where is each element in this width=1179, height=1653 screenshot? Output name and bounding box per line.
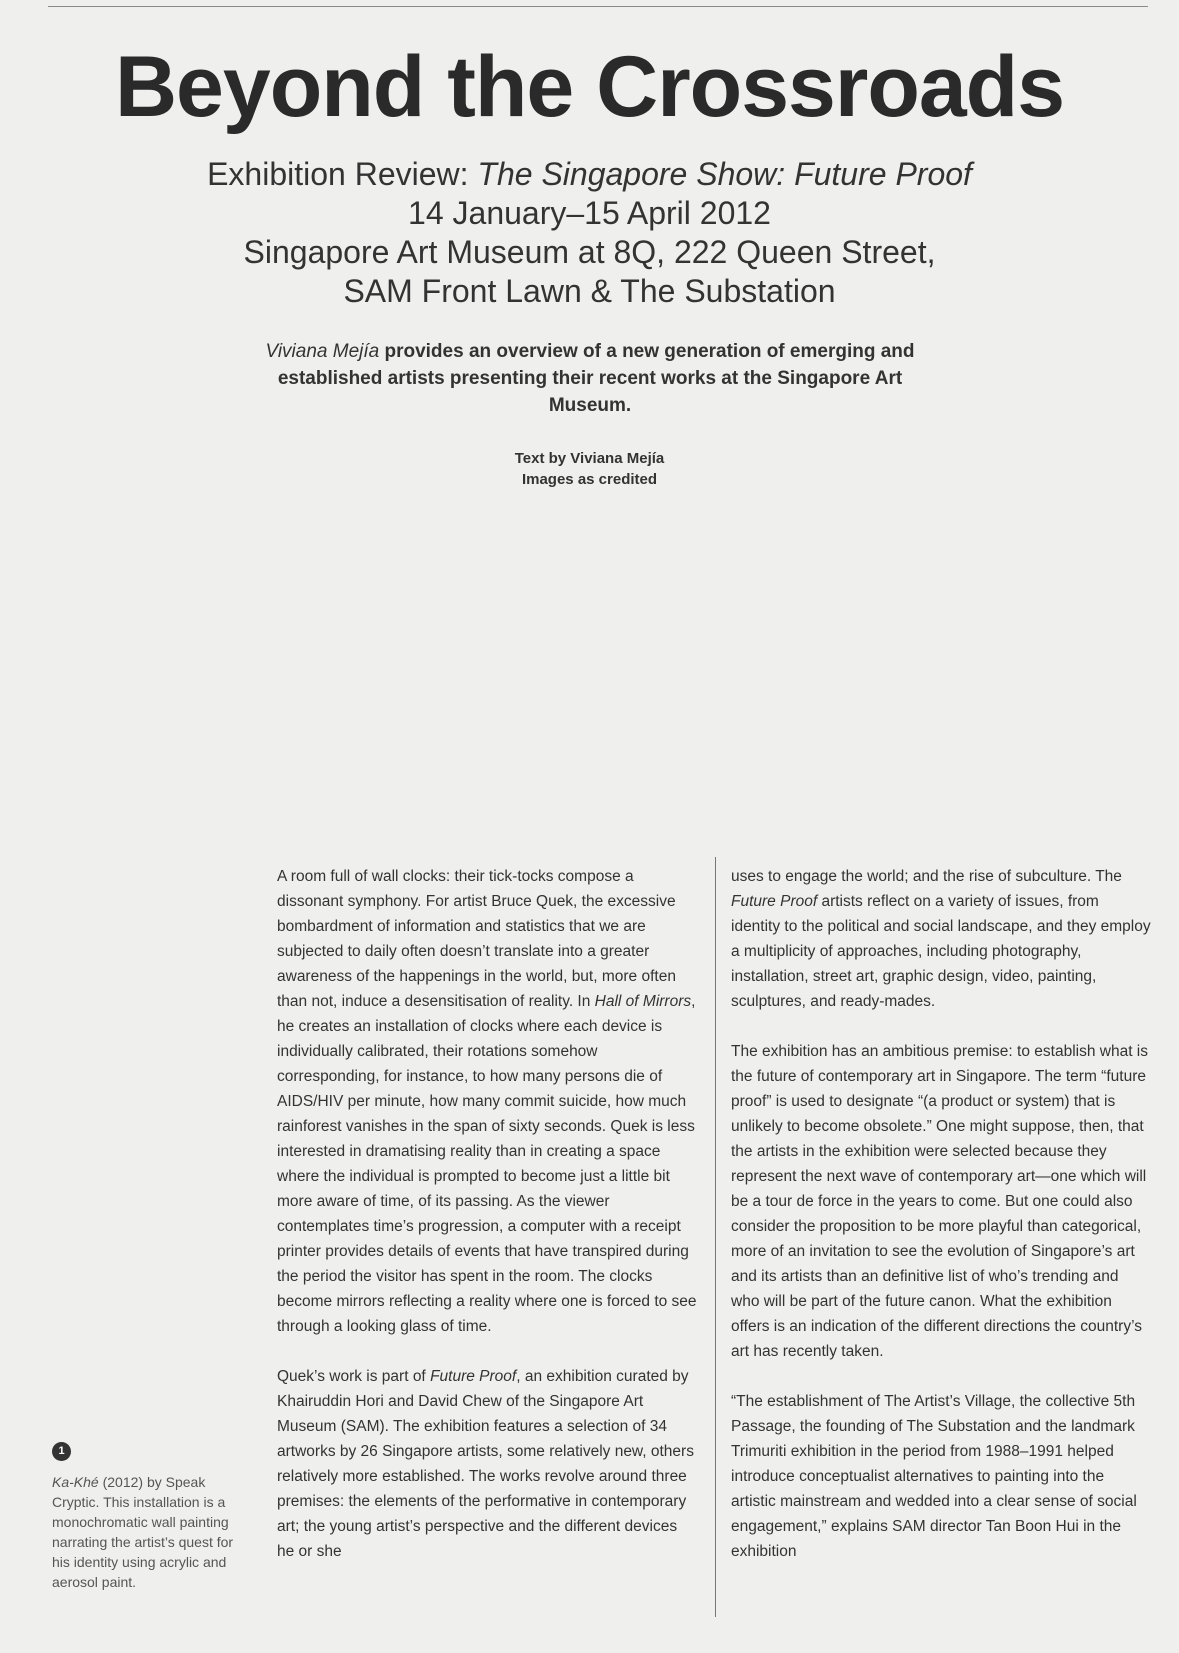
body-column-left: [277, 864, 697, 1589]
review-prefix: Exhibition Review:: [207, 156, 478, 192]
body-column-right: [731, 864, 1151, 1589]
caption-work-title: Ka-Khé: [52, 1474, 99, 1490]
text-credit: Text by Viviana Mejía: [514, 450, 665, 467]
exhibition-dates: 14 January–15 April 2012: [408, 195, 771, 231]
exhibition-subtitle: [0, 155, 1179, 311]
exhibition-title-inline-2: Future Proof: [731, 893, 818, 910]
paragraph-1: A room full of wall clocks: their tick-tocks compose a dissonant symphony. For artist Bruce Quek, the excessive bombardment of information and statistics that we are subjected to daily often doesn’t translate into a greater awareness of the happenings in the world, but, more often than not, induce a desensitisation of reality. In Hall of Mirrors, he creates an installation of clocks where each device is individually calibrated, their rotations somehow corresponding, for instance, to how many persons die of AIDS/HIV per minute, how many commit suicide, how much rainforest vanishes in the span of sixty seconds. Quek is less interested in dramatising reality than in creating a space where the individual is prompted to become just a little bit more aware of time, of its passing. As the viewer contemplates time’s progression, a computer with a receipt printer provides details of events that have transpired during the period the visitor has spent in the room. The clocks become mirrors reflecting a reality where one is forced to see through a looking glass of time.: [277, 868, 697, 1335]
article-title: Beyond the Crossroads: [114, 39, 1065, 135]
review-line: [0, 155, 1179, 194]
top-rule: [48, 6, 1148, 7]
caption-number-badge: 1: [52, 1442, 71, 1461]
image-credit: Images as credited: [521, 471, 658, 488]
image-caption: [52, 1472, 252, 1592]
standfirst-author: Viviana Mejía: [265, 341, 380, 362]
standfirst: [260, 338, 920, 419]
show-title: The Singapore Show: Future Proof: [477, 156, 972, 192]
work-title-hall-of-mirrors: Hall of Mirrors: [594, 993, 692, 1010]
exhibition-title-inline: Future Proof: [430, 1368, 517, 1385]
credits: [0, 448, 1179, 490]
caption-text: (2012) by Speak Cryptic. This installation is a monochromatic wall painting narrating the artist’s quest for his identity using acrylic and aerosol paint.: [52, 1474, 234, 1590]
paragraph-4: The exhibition has an ambitious premise: to establish what is the future of contemporary art in Singapore. The term “future proof” is used to designate “(a product or system) that is unlikely to become obsolete.” One might suppose, then, that the artists in the exhibition were selected because they represent the next wave of contemporary art—one which will be a tour de force in the years to come. But one could also consider the proposition to be more playful than categorical, more of an invitation to see the evolution of Singapore’s art and its artists than an definitive list of who’s trending and who will be part of the future canon. What the exhibition offers is an indication of the different directions the country’s art has recently taken.: [731, 1043, 1148, 1360]
venue-line-1: Singapore Art Museum at 8Q, 222 Queen Street,: [243, 234, 936, 270]
paragraph-2: Quek’s work is part of Future Proof, an exhibition curated by Khairuddin Hori and David Chew of the Singapore Art Museum (SAM). The exhibition features a selection of 34 artworks by 26 Singapore artists, some relatively new, others relatively more established. The works revolve around three premises: the elements of the performative in contemporary art; the young artist’s perspective and the different devices he or she: [277, 1368, 694, 1560]
column-divider: [715, 857, 716, 1617]
paragraph-3: uses to engage the world; and the rise of subculture. The Future Proof artists reflect on a variety of issues, from identity to the political and social landscape, and they employ a multiplicity of approaches, including photography, installation, street art, graphic design, video, painting, sculptures, and ready-mades.: [731, 868, 1151, 1010]
venue-line-2: SAM Front Lawn & The Substation: [343, 273, 836, 309]
paragraph-5: “The establishment of The Artist’s Village, the collective 5th Passage, the founding of The Substation and the landmark Trimuriti exhibition in the period from 1988–1991 helped introduce conceptualist alternatives to painting into the artistic mainstream and wedded into a clear sense of social engagement,” explains SAM director Tan Boon Hui in the exhibition: [731, 1393, 1137, 1560]
standfirst-text: provides an overview of a new generation of emerging and established artists presenting their recent works at the Singapore Art Museum.: [277, 341, 915, 416]
